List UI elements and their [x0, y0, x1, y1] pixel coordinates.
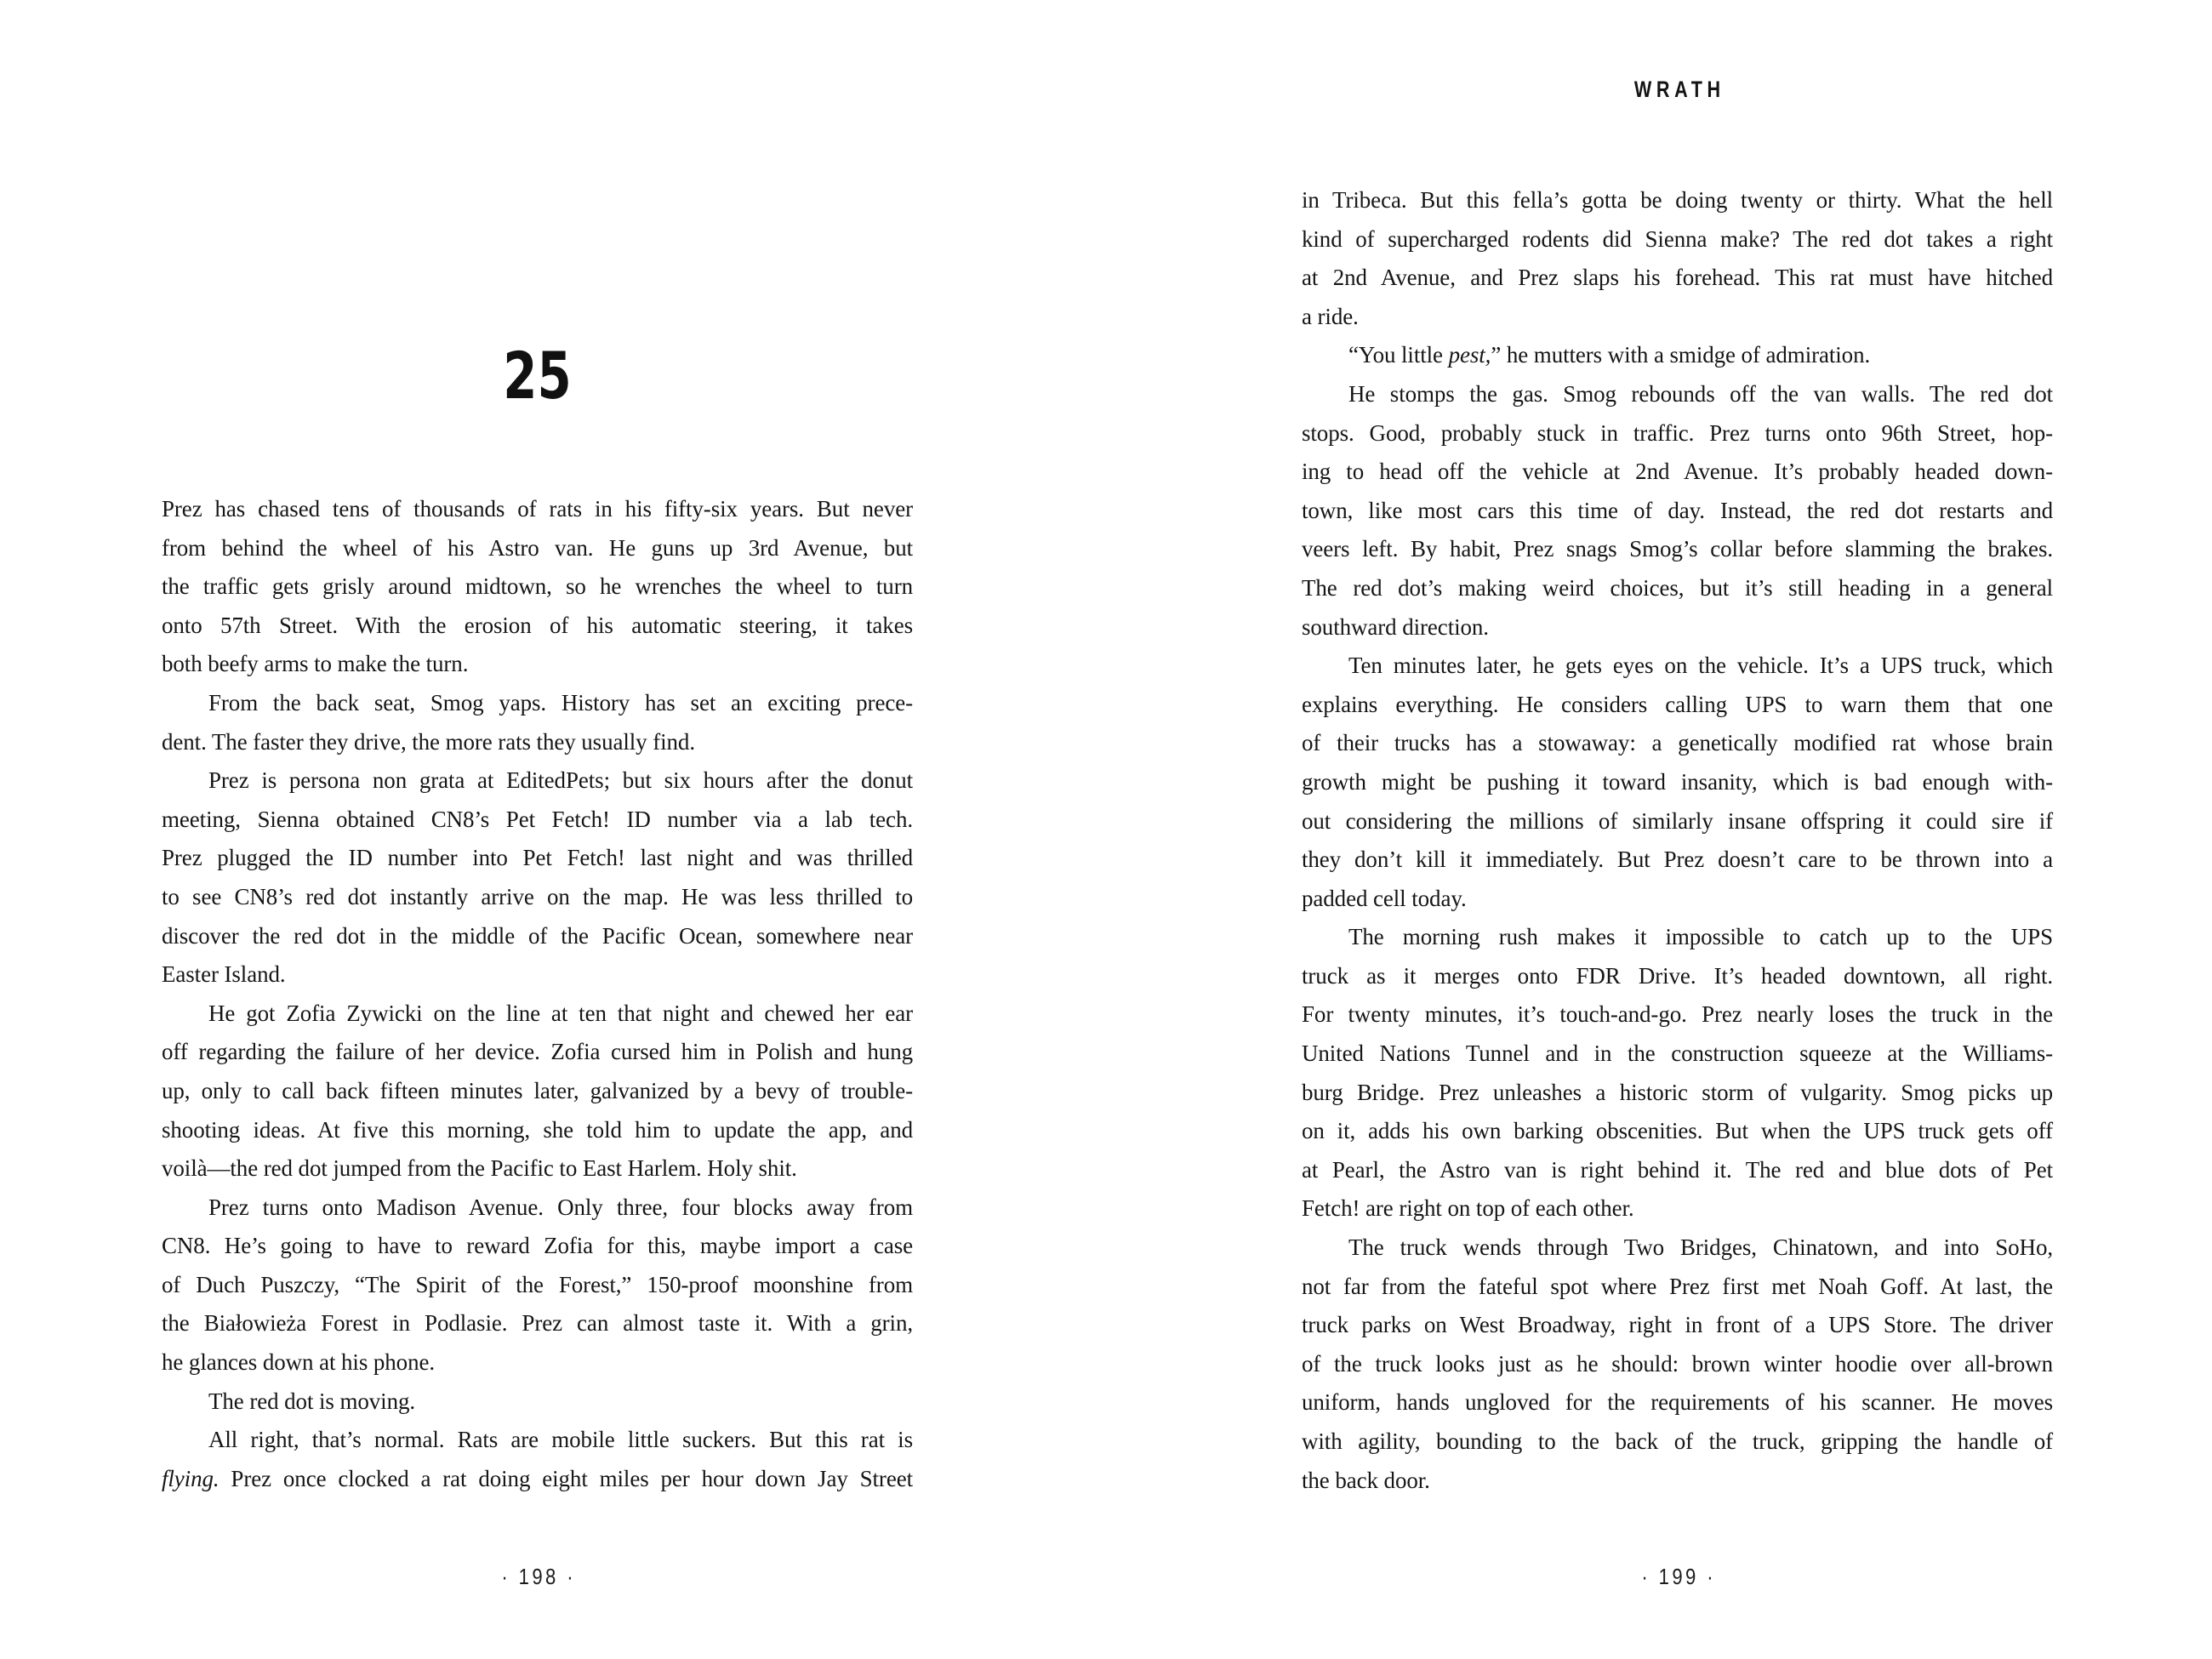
text-line — [162, 1460, 913, 1499]
text-line: of the truck looks just as he should: brown winter hoodie over all-brown — [1302, 1350, 2053, 1377]
text-line: from behind the wheel of his Astro van. He guns up 3rd Avenue, but — [162, 534, 913, 561]
text-line: ing to head off the vehicle at 2nd Avenue. It’s probably headed down- — [1302, 459, 2053, 485]
text-line: shooting ideas. At five this morning, she told him to update the app, and — [162, 1116, 913, 1143]
page-number-right: · 199 · — [1641, 1564, 1717, 1589]
text-line: onto 57th Street. With the erosion of his automatic steering, it takes — [162, 612, 913, 638]
text-line — [1302, 336, 2053, 375]
text-line: Prez is persona non grata at EditedPets; but six hours after the donut — [208, 767, 913, 794]
text-line: For twenty minutes, it’s touch-and-go. Prez nearly loses the truck in the — [1302, 1001, 2053, 1028]
text-line: stops. Good, probably stuck in traffic. Prez turns onto 96th Street, hop- — [1302, 419, 2053, 446]
text-line: of their trucks has a stowaway: a genetically modified rat whose brain — [1302, 730, 2053, 756]
text-line: padded cell today. — [1302, 885, 1467, 911]
body-text-left — [162, 490, 913, 1498]
text-line: to see CN8’s red dot instantly arrive on the map. He was less thrilled to — [162, 883, 913, 909]
chapter-number: 25 — [503, 338, 572, 413]
text-line: dent. The faster they drive, the more rats they usually find. — [162, 728, 695, 755]
italic-text: pest, — [1448, 342, 1491, 368]
text-line: Prez has chased tens of thousands of rats in his fifty-six years. But never — [162, 496, 913, 522]
text-line: The red dot’s making weird choices, but it’s still heading in a general — [1302, 574, 2053, 601]
text-line: in Tribeca. But this fella’s gotta be doing twenty or thirty. What the hell — [1302, 187, 2053, 213]
text-line: meeting, Sienna obtained CN8’s Pet Fetch! ID number via a lab tech. — [162, 806, 913, 832]
text-line: discover the red dot in the middle of the Pacific Ocean, somewhere near — [162, 922, 913, 949]
text-line: explains everything. He considers calling UPS to warn them that one — [1302, 691, 2053, 717]
text-line: truck parks on West Broadway, right in front of a UPS Store. The driver — [1302, 1312, 2053, 1338]
text-line: All right, that’s normal. Rats are mobile little suckers. But this rat is — [208, 1427, 913, 1453]
text-line: growth might be pushing it toward insanity, which is bad enough with- — [1302, 768, 2053, 795]
text-line: He stomps the gas. Smog rebounds off the van walls. The red dot — [1348, 380, 2053, 407]
text-line: the traffic gets grisly around midtown, so he wrenches the wheel to turn — [162, 573, 913, 600]
text-line: Easter Island. — [162, 961, 286, 988]
page-number-left: · 198 · — [501, 1564, 577, 1589]
text-line: uniform, hands ungloved for the requirements of his scanner. He moves — [1302, 1389, 2053, 1416]
text-line: at 2nd Avenue, and Prez slaps his forehead. This rat must have hitched — [1302, 265, 2053, 291]
text-line: Fetch! are right on top of each other. — [1302, 1195, 1634, 1222]
text-line: CN8. He’s going to have to reward Zofia for this, maybe import a case — [162, 1233, 913, 1259]
text-line: The truck wends through Two Bridges, Chinatown, and into SoHo, — [1348, 1234, 2053, 1261]
text-line: at Pearl, the Astro van is right behind it. The red and blue dots of Pet — [1302, 1156, 2053, 1183]
text-line: the back door. — [1302, 1467, 1430, 1493]
text-line: kind of supercharged rodents did Sienna make? The red dot takes a right — [1302, 225, 2053, 252]
text-line: voilà—the red dot jumped from the Pacific to East Harlem. Holy shit. — [162, 1155, 797, 1182]
text-line: on it, adds his own barking obscenities. But when the UPS truck gets off — [1302, 1118, 2053, 1144]
text-line: burg Bridge. Prez unleashes a historic storm of vulgarity. Smog picks up — [1302, 1079, 2053, 1105]
text-line: town, like most cars this time of day. Instead, the red dot restarts and — [1302, 497, 2053, 523]
text-line: up, only to call back fifteen minutes later, galvanized by a bevy of trouble- — [162, 1077, 913, 1103]
text-segment: “You little — [1348, 342, 1449, 368]
text-line: The morning rush makes it impossible to catch up to the UPS — [1348, 924, 2053, 950]
text-line: with agility, bounding to the back of the truck, gripping the handle of — [1302, 1428, 2053, 1454]
text-line: he glances down at his phone. — [162, 1349, 436, 1376]
running-head: WRATH — [1633, 77, 1725, 102]
text-line: off regarding the failure of her device. Zofia cursed him in Polish and hung — [162, 1039, 913, 1065]
text-line: Prez plugged the ID number into Pet Fetch! last night and was thrilled — [162, 845, 913, 871]
text-line: The red dot is moving. — [208, 1388, 416, 1414]
text-line: United Nations Tunnel and in the construction squeeze at the Williams- — [1302, 1040, 2053, 1067]
text-line: of Duch Puszczy, “The Spirit of the Forest,” 150-proof moonshine from — [162, 1271, 913, 1297]
body-text-right — [1302, 181, 2053, 1500]
text-line: both beefy arms to make the turn. — [162, 651, 469, 677]
text-line: Prez turns onto Madison Avenue. Only three, four blocks away from — [208, 1194, 913, 1220]
page-right — [1106, 0, 2212, 1659]
text-segment: ” he mutters with a smidge of admiration. — [1491, 342, 1871, 368]
text-line: truck as it merges onto FDR Drive. It’s headed downtown, all right. — [1302, 962, 2053, 989]
text-line: not far from the fateful spot where Prez first met Noah Goff. At last, the — [1302, 1273, 2053, 1299]
text-line: out considering the millions of similarly insane offspring it could sire if — [1302, 807, 2053, 834]
text-line: they don’t kill it immediately. But Prez doesn’t care to be thrown into a — [1302, 847, 2053, 873]
text-line: veers left. By habit, Prez snags Smog’s collar before slamming the brakes. — [1302, 536, 2053, 562]
text-line: He got Zofia Zywicki on the line at ten that night and chewed her ear — [208, 1000, 913, 1026]
text-line: southward direction. — [1302, 613, 1489, 640]
text-segment: Prez once clocked a rat doing eight miles per hour down Jay Street — [219, 1465, 913, 1491]
text-line: From the back seat, Smog yaps. History has set an exciting prece- — [208, 689, 913, 715]
italic-text: flying. — [162, 1465, 219, 1491]
text-line: Ten minutes later, he gets eyes on the vehicle. It’s a UPS truck, which — [1348, 653, 2053, 679]
text-line: the Białowieża Forest in Podlasie. Prez can almost taste it. With a grin, — [162, 1310, 913, 1337]
text-line: a ride. — [1302, 303, 1359, 329]
